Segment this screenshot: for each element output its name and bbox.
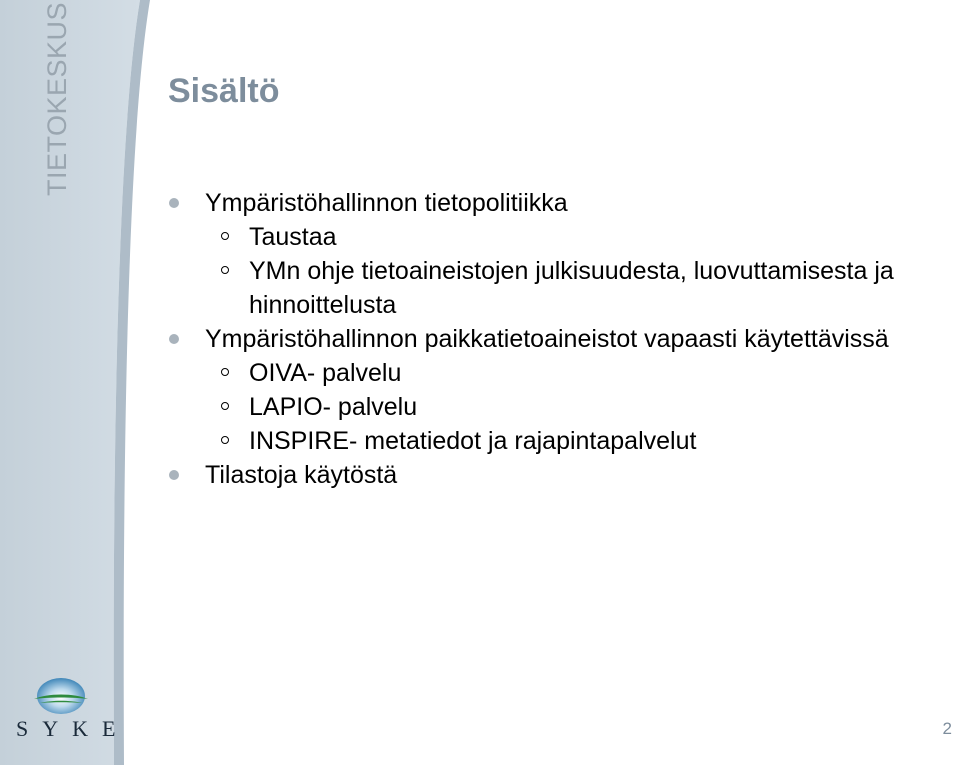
bullet-item <box>165 322 945 356</box>
bullet-text: INSPIRE- metatiedot ja rajapintapalvelut <box>249 427 697 455</box>
bullet-text: Taustaa <box>249 223 337 251</box>
bullet-text: OIVA- palvelu <box>249 359 402 387</box>
bullet-item <box>165 458 945 492</box>
bullet-text: Tilastoja käytöstä <box>205 461 398 489</box>
sub-bullet-item <box>165 424 945 458</box>
bullet-list <box>165 186 945 492</box>
bullet-circle-icon <box>221 368 229 376</box>
bullet-dot-icon <box>169 470 179 480</box>
bullet-text: LAPIO- palvelu <box>249 393 418 421</box>
bullet-dot-icon <box>169 334 179 344</box>
bullet-item <box>165 186 945 220</box>
bullet-text: YMn ohje tietoaineistojen julkisuudesta, luovuttamisesta ja hinnoittelusta <box>249 257 894 319</box>
bullet-dot-icon <box>169 198 179 208</box>
brand-vertical-text: TIETOKESKUS <box>42 1 72 196</box>
sub-bullet-item <box>165 390 945 424</box>
sub-bullet-item <box>165 254 945 322</box>
slide-title: Sisältö <box>168 72 280 110</box>
bullet-circle-icon <box>221 436 229 444</box>
bullet-circle-icon <box>221 266 229 274</box>
sub-bullet-item <box>165 220 945 254</box>
sub-bullet-item <box>165 356 945 390</box>
page-number: 2 <box>942 719 952 738</box>
bullet-circle-icon <box>221 402 229 410</box>
bullet-circle-icon <box>221 232 229 240</box>
logo-wordmark: SYKE <box>16 716 130 741</box>
bullet-text: Ympäristöhallinnon tietopolitiikka <box>205 189 568 217</box>
bullet-text: Ympäristöhallinnon paikkatietoaineistot vapaasti käytettävissä <box>205 325 889 353</box>
